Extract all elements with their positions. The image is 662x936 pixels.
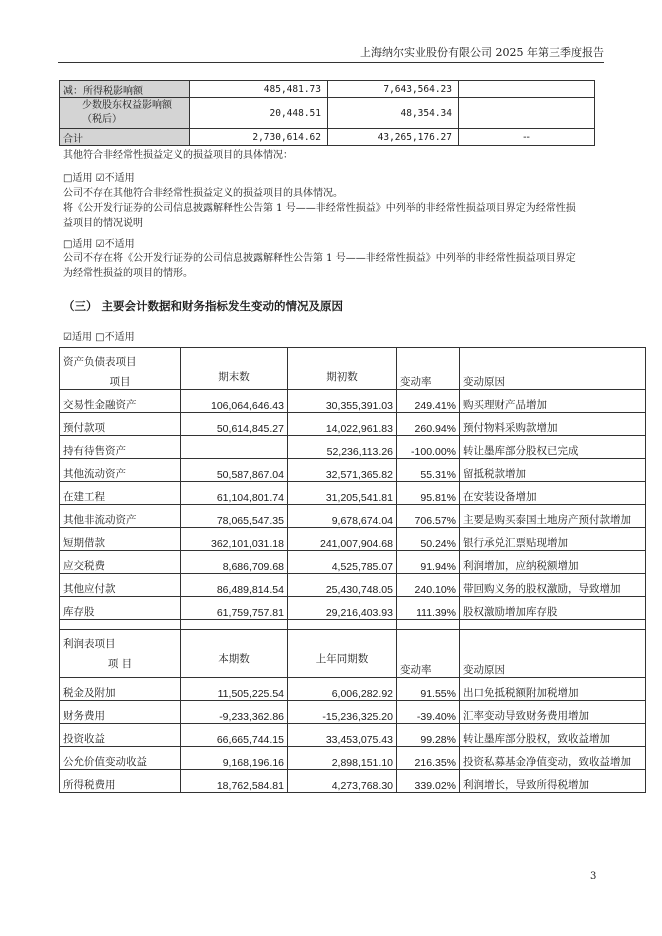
cell-end-value: 86,489,814.54 — [181, 574, 288, 597]
report-header: 上海纳尔实业股份有限公司 2025 年第三季度报告 — [360, 46, 604, 59]
page-number: 3 — [590, 871, 597, 882]
cell-change-rate: 240.10% — [397, 574, 460, 597]
cell-begin-value: 32,571,365.82 — [288, 459, 397, 482]
cell-prior-value: -15,236,325.20 — [288, 701, 397, 724]
balance-caption: 资产负债表项目 — [60, 348, 181, 369]
cell-item: 库存股 — [60, 597, 181, 620]
table-row — [60, 597, 646, 620]
cell-end-value: 78,065,547.35 — [181, 505, 288, 528]
cell-change-rate: 91.94% — [397, 551, 460, 574]
ytd-value: 43,265,176.27 — [328, 129, 459, 146]
cell-end-value: 50,614,845.27 — [181, 413, 288, 436]
table-row — [60, 747, 646, 770]
cell-current-value: 66,665,744.15 — [181, 724, 288, 747]
header-end: 期末数 — [181, 369, 288, 390]
cell-change-rate: -100.00% — [397, 436, 460, 459]
cell-begin-value: 25,430,748.05 — [288, 574, 397, 597]
table-row — [60, 81, 595, 98]
cell-item: 应交税费 — [60, 551, 181, 574]
row-label: 合计 — [60, 129, 190, 146]
change-analysis-table — [59, 347, 646, 793]
cell-change-reason: 汇率变动导致财务费用增加 — [460, 701, 646, 724]
cell-end-value: 61,759,757.81 — [181, 597, 288, 620]
table-row — [60, 390, 646, 413]
cell-change-rate: 249.41% — [397, 390, 460, 413]
table-header-row — [60, 369, 646, 390]
header-begin: 期初数 — [288, 369, 397, 390]
current-value: 2,730,614.62 — [190, 129, 328, 146]
cell-current-value: 18,762,584.81 — [181, 770, 288, 793]
applicability-checkbox: □适用 ☑不适用 — [63, 239, 135, 250]
cell-current-value: 9,168,196.16 — [181, 747, 288, 770]
cell-change-rate: -39.40% — [397, 701, 460, 724]
cell-change-reason: 股权激励增加库存股 — [460, 597, 646, 620]
cell-item: 所得税费用 — [60, 770, 181, 793]
cell-item: 在建工程 — [60, 482, 181, 505]
table-row — [60, 129, 595, 146]
cell-item: 交易性金融资产 — [60, 390, 181, 413]
section-heading: （三） 主要会计数据和财务指标发生变动的情况及原因 — [63, 299, 344, 313]
ytd-value: 7,643,564.23 — [328, 81, 459, 98]
cell-begin-value: 9,678,674.04 — [288, 505, 397, 528]
cell-prior-value: 2,898,151.10 — [288, 747, 397, 770]
cell-end-value: 50,587,867.04 — [181, 459, 288, 482]
cell-begin-value: 241,007,904.68 — [288, 528, 397, 551]
header-rate: 变动率 — [397, 651, 460, 678]
cell-item: 其他应付款 — [60, 574, 181, 597]
row-label: 减：所得税影响额 — [60, 81, 190, 98]
table-row — [60, 724, 646, 747]
cell-end-value: 106,064,646.43 — [181, 390, 288, 413]
header-current: 本期数 — [181, 651, 288, 678]
table-row — [60, 551, 646, 574]
cell-prior-value: 4,273,768.30 — [288, 770, 397, 793]
header-prior: 上年同期数 — [288, 651, 397, 678]
note-cell — [459, 98, 595, 129]
cell-item: 其他非流动资产 — [60, 505, 181, 528]
cell-change-rate: 216.35% — [397, 747, 460, 770]
cell-begin-value: 4,525,785.07 — [288, 551, 397, 574]
cell-begin-value: 14,022,961.83 — [288, 413, 397, 436]
table-row — [60, 701, 646, 724]
current-value: 485,481.73 — [190, 81, 328, 98]
cell-change-rate: 111.39% — [397, 597, 460, 620]
header-reason: 变动原因 — [460, 369, 646, 390]
cell-change-rate: 99.28% — [397, 724, 460, 747]
cell-change-reason: 在安装设备增加 — [460, 482, 646, 505]
applicability-checkbox: □适用 ☑不适用 — [63, 173, 135, 184]
table-row — [60, 98, 595, 129]
cell-change-reason: 购买理财产品增加 — [460, 390, 646, 413]
cell-end-value: 362,101,031.18 — [181, 528, 288, 551]
header-divider — [58, 62, 604, 63]
table-row — [60, 678, 646, 701]
note-cell — [459, 81, 595, 98]
cell-end-value — [181, 436, 288, 459]
cell-begin-value: 30,355,391.03 — [288, 390, 397, 413]
cell-begin-value: 31,205,541.81 — [288, 482, 397, 505]
table-caption-row — [60, 348, 646, 369]
cell-change-rate: 91.55% — [397, 678, 460, 701]
current-value: 20,448.51 — [190, 98, 328, 129]
header-item: 项 目 — [60, 651, 181, 678]
paragraph-no-reclassification: 公司不存在将《公开发行证券的公司信息披露解释性公告第 1 号——非经常性损益》中列举的非经常性损益项目界定为经常性损益的项目的情形。 — [63, 253, 576, 279]
table-row — [60, 574, 646, 597]
cell-change-reason: 投资私募基金净值变动，致收益增加 — [460, 747, 646, 770]
cell-change-reason: 利润增长，导致所得税增加 — [460, 770, 646, 793]
cell-change-reason: 留抵税款增加 — [460, 459, 646, 482]
cell-change-rate: 339.02% — [397, 770, 460, 793]
table-row — [60, 413, 646, 436]
cell-current-value: 11,505,225.54 — [181, 678, 288, 701]
cell-change-reason: 银行承兑汇票贴现增加 — [460, 528, 646, 551]
cell-change-reason: 主要是购买泰国土地房产预付款增加 — [460, 505, 646, 528]
table-row — [60, 770, 646, 793]
ytd-value: 48,354.34 — [328, 98, 459, 129]
nonrecurring-table — [59, 80, 595, 146]
spacer-row — [60, 620, 646, 630]
table-row — [60, 505, 646, 528]
cell-change-reason: 转让墨库部分股权，致收益增加 — [460, 724, 646, 747]
cell-change-rate: 95.81% — [397, 482, 460, 505]
cell-change-reason: 预付物料采购款增加 — [460, 413, 646, 436]
cell-item: 持有待售资产 — [60, 436, 181, 459]
header-reason: 变动原因 — [460, 651, 646, 678]
header-rate: 变动率 — [397, 369, 460, 390]
table-row — [60, 436, 646, 459]
cell-item: 短期借款 — [60, 528, 181, 551]
table-header-row — [60, 651, 646, 678]
applicability-checkbox: ☑适用 □不适用 — [63, 332, 135, 343]
cell-change-rate: 706.57% — [397, 505, 460, 528]
cell-change-reason: 出口免抵税额附加税增加 — [460, 678, 646, 701]
paragraph-reclassification: 将《公开发行证券的公司信息披露解释性公告第 1 号——非经常性损益》中列举的非经常性损益项目界定为经常性损益项目的情况说明 — [63, 203, 576, 229]
cell-change-reason: 利润增加，应纳税额增加 — [460, 551, 646, 574]
table-caption-row — [60, 630, 646, 651]
cell-change-rate: 55.31% — [397, 459, 460, 482]
cell-item: 投资收益 — [60, 724, 181, 747]
row-label: 少数股东权益影响额（税后） — [60, 98, 190, 129]
cell-item: 公允价值变动收益 — [60, 747, 181, 770]
cell-prior-value: 33,453,075.43 — [288, 724, 397, 747]
income-rows — [60, 678, 646, 793]
cell-change-rate: 260.94% — [397, 413, 460, 436]
header-item: 项目 — [60, 369, 181, 390]
cell-change-rate: 50.24% — [397, 528, 460, 551]
table-row — [60, 482, 646, 505]
paragraph-other-items: 其他符合非经常性损益定义的损益项目的具体情况： — [63, 150, 293, 161]
cell-item: 预付款项 — [60, 413, 181, 436]
cell-item: 财务费用 — [60, 701, 181, 724]
table-row — [60, 528, 646, 551]
note-cell: -- — [459, 129, 595, 146]
cell-begin-value: 52,236,113.26 — [288, 436, 397, 459]
cell-prior-value: 6,006,282.92 — [288, 678, 397, 701]
cell-change-reason: 带回购义务的股权激励，导致增加 — [460, 574, 646, 597]
cell-end-value: 8,686,709.68 — [181, 551, 288, 574]
cell-end-value: 61,104,801.74 — [181, 482, 288, 505]
paragraph-no-other-items: 公司不存在其他符合非经常性损益定义的损益项目的具体情况。 — [63, 188, 343, 199]
cell-current-value: -9,233,362.86 — [181, 701, 288, 724]
cell-begin-value: 29,216,403.93 — [288, 597, 397, 620]
income-caption: 利润表项目 — [60, 630, 181, 651]
cell-item: 税金及附加 — [60, 678, 181, 701]
cell-change-reason: 转让墨库部分股权已完成 — [460, 436, 646, 459]
balance-rows — [60, 390, 646, 620]
cell-item: 其他流动资产 — [60, 459, 181, 482]
table-row — [60, 459, 646, 482]
